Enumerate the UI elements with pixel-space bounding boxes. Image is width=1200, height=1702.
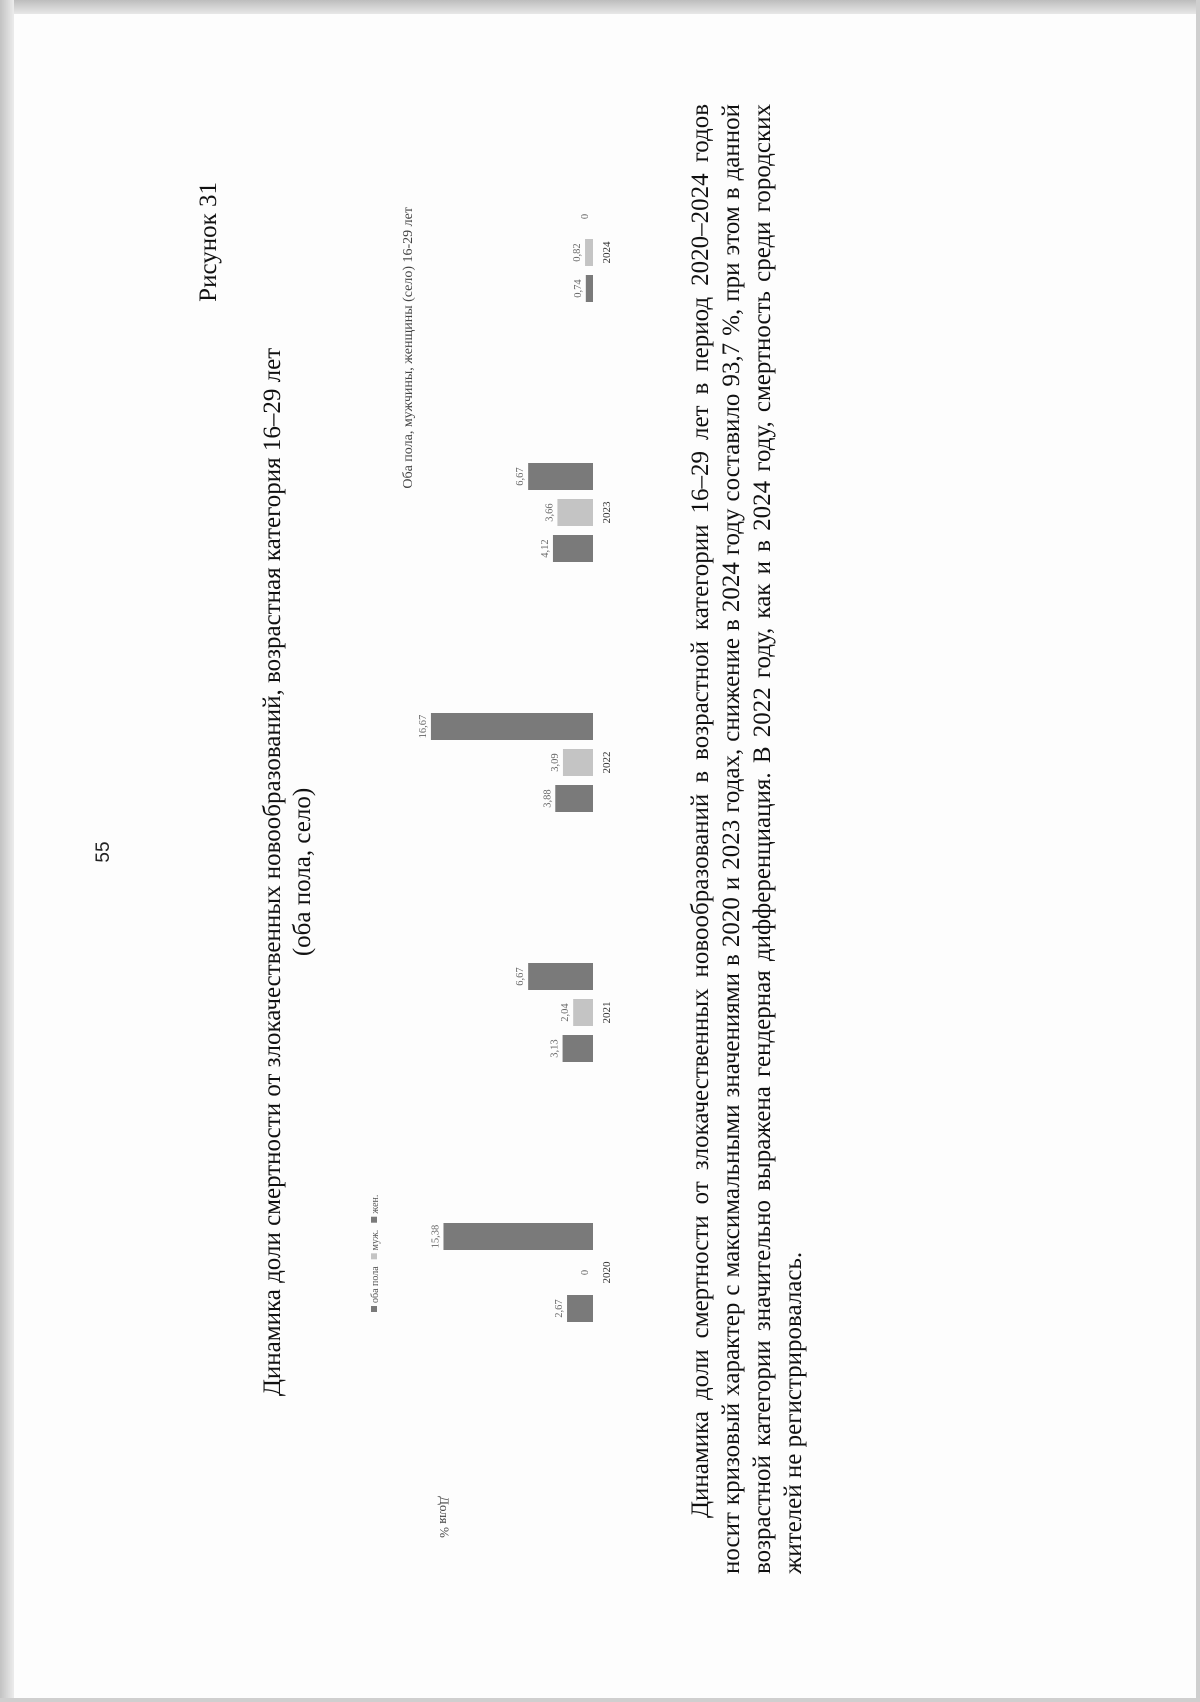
x-tick-2021: 2021 <box>601 1001 613 1024</box>
data-label-2021-1: 2,04 <box>560 1003 572 1022</box>
x-tick-2020: 2020 <box>601 1261 613 1284</box>
data-label-2024-0: 0,74 <box>572 279 584 298</box>
data-label-2024-1: 0,82 <box>572 243 584 262</box>
figure-title <box>258 252 318 1492</box>
data-label-2022-0: 3,88 <box>542 789 554 808</box>
data-label-2021-0: 3,13 <box>549 1039 561 1058</box>
data-label-2024-2: 0 <box>580 213 591 220</box>
data-label-2023-1: 3,66 <box>544 503 556 522</box>
bar-2021-2 <box>528 963 593 990</box>
x-tick-2024: 2024 <box>601 241 613 264</box>
data-label-2020-1: 0 <box>580 1269 591 1276</box>
bar-2024-0 <box>586 275 593 302</box>
legend-label-2: жен. <box>370 1194 381 1214</box>
body-paragraph: Динамика доли смертности от злокачественных новообразований в возрастной категории 16–29 лет в период 2020–2024 годов носит кризовый характер с максимальными значениями в 2020 и 2023 годах, снижение в 2024 году составило 93,7 %, при этом в данной возрастной категории значительно выражена гендерная дифференциация. В 2022 году, как и в 2024 году, смертность среди городских жителей не регистрировалась. <box>687 104 807 1574</box>
bar-2020-2 <box>443 1223 593 1250</box>
chart-subtitle: Оба пола, мужчины, женщины (село) 16-29 лет <box>401 207 416 489</box>
bar-2020-0 <box>567 1295 593 1322</box>
bar-2021-1 <box>573 999 593 1026</box>
data-label-2023-0: 4,12 <box>539 539 551 558</box>
bar-2024-1 <box>585 239 593 266</box>
figure-title-line-2: (оба пола, село) <box>289 787 316 957</box>
x-tick-2022: 2022 <box>601 751 613 774</box>
data-label-2022-2: 16,67 <box>417 714 429 739</box>
y-axis-label: Доля % <box>437 1496 452 1538</box>
bar-2021-0 <box>563 1035 593 1062</box>
figure-title-line-1: Динамика доли смертности от злокачественных новообразований, возрастная категория 16–29 лет <box>259 347 286 1397</box>
legend-swatch-1 <box>371 1253 377 1259</box>
legend-label-1: муж. <box>370 1229 381 1251</box>
page-number: 55 <box>93 841 114 863</box>
data-label-2020-0: 2,67 <box>554 1299 566 1318</box>
legend-swatch-2 <box>371 1217 377 1223</box>
bar-2022-2 <box>431 713 593 740</box>
bar-2022-1 <box>563 749 593 776</box>
x-tick-2023: 2023 <box>601 501 613 524</box>
legend-label-0: оба пола <box>370 1266 381 1303</box>
figure-label: Рисунок 31 <box>195 182 222 302</box>
bar-chart <box>360 202 620 1542</box>
data-label-2023-2: 6,67 <box>515 467 527 486</box>
legend-swatch-0 <box>371 1306 377 1312</box>
bar-2023-0 <box>553 535 593 562</box>
bar-2023-1 <box>557 499 593 526</box>
bar-2023-2 <box>528 463 593 490</box>
data-label-2020-2: 15,38 <box>430 1224 442 1249</box>
data-label-2022-1: 3,09 <box>549 753 561 772</box>
data-label-2021-2: 6,67 <box>515 967 527 986</box>
bar-2022-0 <box>555 785 593 812</box>
